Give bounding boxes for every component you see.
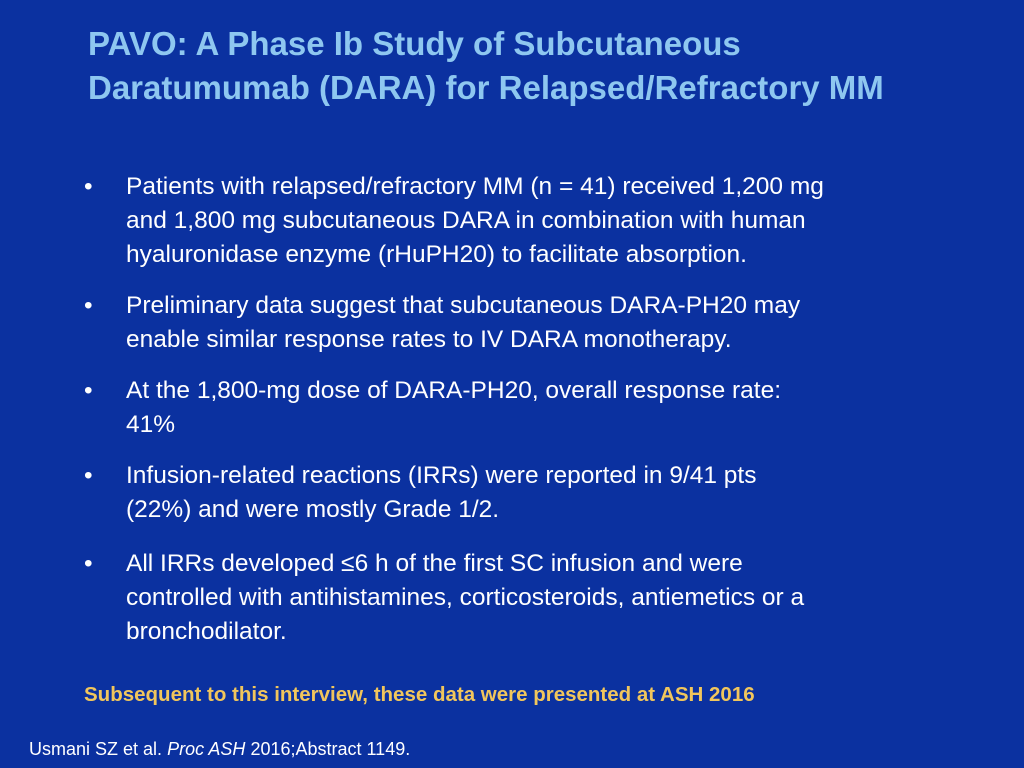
bullet-text-line: controlled with antihistamines, corticosteroids, antiemetics or a xyxy=(126,584,805,611)
bullet-text-line: At the 1,800-mg dose of DARA-PH20, overall response rate: xyxy=(126,377,782,404)
bullet-text-line: Infusion-related reactions (IRRs) were reported in 9/41 pts xyxy=(126,462,757,489)
citation-authors: Usmani SZ et al. xyxy=(29,739,163,759)
ash-2016-footnote: Subsequent to this interview, these data were presented at ASH 2016 xyxy=(84,683,755,706)
bullet-marker: • xyxy=(84,173,93,200)
citation-journal: Proc ASH xyxy=(167,739,246,759)
bullet-marker: • xyxy=(84,462,93,489)
bullet-text-line: All IRRs developed ≤6 h of the first SC infusion and were xyxy=(126,550,743,577)
bullet-item xyxy=(84,459,964,527)
title-line: PAVO: A Phase Ib Study of Subcutaneous xyxy=(88,25,741,62)
bullet-item xyxy=(84,289,964,357)
bullet-text-line: hyaluronidase enzyme (rHuPH20) to facilitate absorption. xyxy=(126,241,747,268)
bullet-item xyxy=(84,170,964,272)
bullet-text-line: bronchodilator. xyxy=(126,618,287,645)
bullet-text-line: Patients with relapsed/refractory MM (n = 41) received 1,200 mg xyxy=(126,173,824,200)
bullet-list xyxy=(84,170,964,649)
bullet-marker: • xyxy=(84,292,93,319)
bullet-text-line: Preliminary data suggest that subcutaneous DARA-PH20 may xyxy=(126,292,801,319)
bullet-marker: • xyxy=(84,550,93,577)
bullet-text-line: and 1,800 mg subcutaneous DARA in combination with human xyxy=(126,207,806,234)
bullet-marker: • xyxy=(84,377,93,404)
bullet-item xyxy=(84,374,964,442)
slide-title xyxy=(88,22,1008,110)
bullet-text-line: (22%) and were mostly Grade 1/2. xyxy=(126,496,500,523)
bullet-text-line: 41% xyxy=(126,411,176,438)
bullet-item xyxy=(84,547,964,649)
citation-details: 2016;Abstract 1149. xyxy=(250,739,411,759)
citation xyxy=(29,737,410,761)
bullet-text-line: enable similar response rates to IV DARA monotherapy. xyxy=(126,326,732,353)
title-line: Daratumumab (DARA) for Relapsed/Refractory MM xyxy=(88,69,884,106)
